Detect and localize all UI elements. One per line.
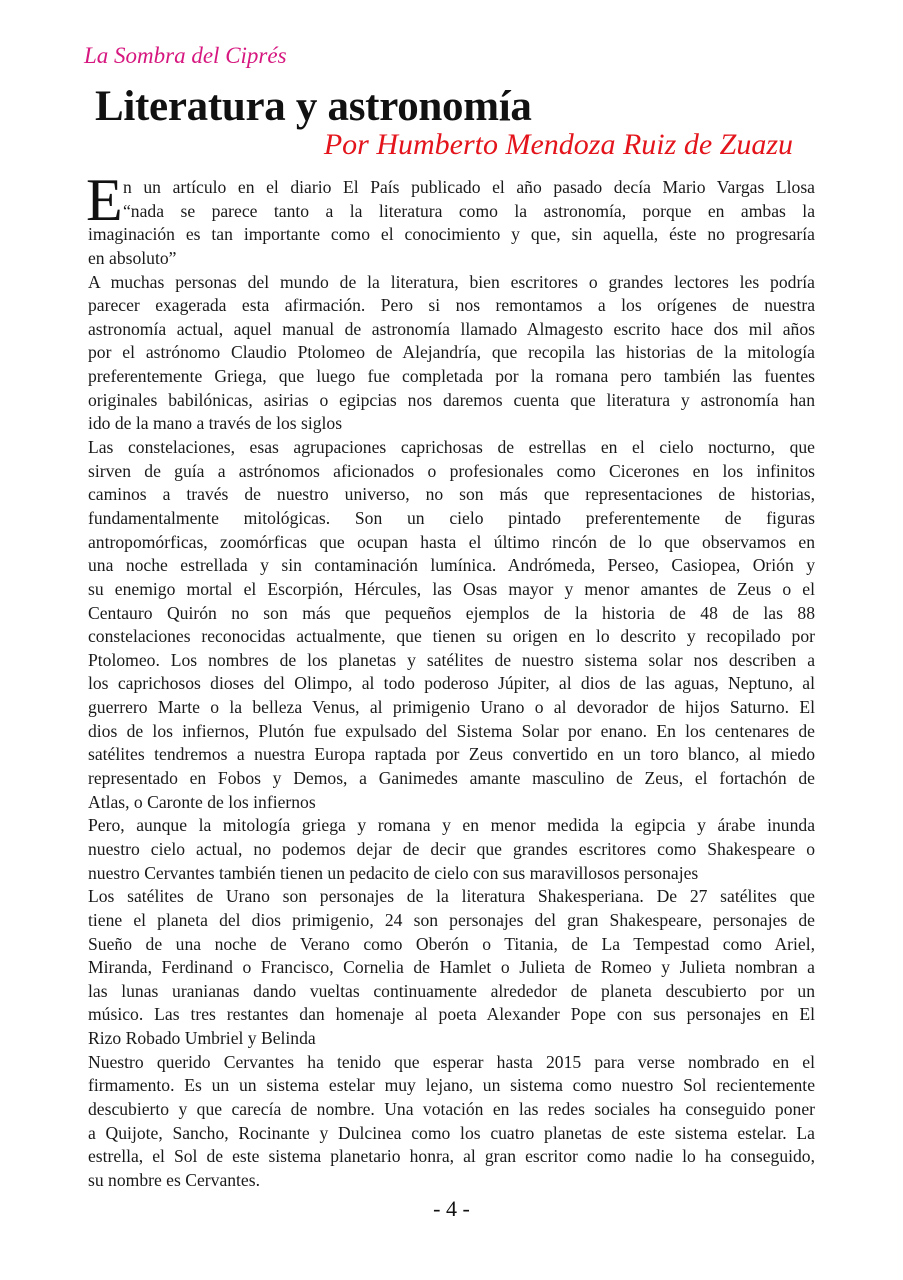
- text-line: una noche estrellada y sin contaminación lumínica. Andrómeda, Perseo, Casiopea, Orión y: [88, 555, 815, 576]
- text-line: descubierto y que carecía de nombre. Una votación en las redes sociales ha conseguido poner: [88, 1098, 815, 1119]
- text-line: antropomórficas, zoomórficas que ocupan hasta el último rincón de lo que observamos en: [88, 531, 815, 552]
- text-line: representado en Fobos y Demos, a Ganimedes amante masculino de Zeus, el fortachón de: [88, 768, 815, 789]
- text-line: sirven de guía a astrónomos aficionados o profesionales como Cicerones en los infinitos: [88, 460, 815, 481]
- text-line: a Quijote, Sancho, Rocinante y Dulcinea como los cuatro planetas de este sistema estelar. La: [88, 1122, 815, 1143]
- article-title: Literatura y astronomía: [95, 83, 532, 130]
- page-number: - 4 -: [433, 1196, 470, 1221]
- publication-name: La Sombra del Ciprés: [84, 43, 287, 68]
- text-line: preferentemente Griega, que luego fue completada por la romana pero también las fuentes: [88, 366, 815, 387]
- paragraph: [88, 436, 815, 814]
- text-line: músico. Las tres restantes dan homenaje al poeta Alexander Pope con sus personajes en El: [88, 1004, 815, 1025]
- text-line: Miranda, Ferdinand o Francisco, Cornelia de Hamlet o Julieta de Romeo y Julieta nombran a: [88, 957, 815, 978]
- text-line: parecer exagerada esta afirmación. Pero si nos remontamos a los orígenes de nuestra: [88, 295, 815, 316]
- text-line: guerrero Marte o la belleza Venus, al primigenio Urano o al devorador de hijos Saturno. El: [88, 697, 815, 718]
- text-line: Nuestro querido Cervantes ha tenido que esperar hasta 2015 para verse nombrado en el: [88, 1051, 815, 1072]
- text-line: nuestro Cervantes también tienen un pedacito de cielo con sus maravillosos personajes: [88, 862, 699, 883]
- text-line: ido de la mano a través de los siglos: [88, 413, 343, 434]
- text-line: caminos a través de nuestro universo, no son más que representaciones de historias,: [88, 484, 815, 505]
- text-line: n un artículo en el diario El País publicado el año pasado decía Mario Vargas Llosa: [123, 177, 815, 197]
- text-line: su nombre es Cervantes.: [88, 1169, 260, 1190]
- paragraph: [88, 814, 815, 885]
- text-line: “nada se parece tanto a la literatura como la astronomía, porque en ambas la: [123, 200, 815, 221]
- text-line: en absoluto”: [88, 247, 177, 268]
- text-line: nuestro cielo actual, no podemos dejar de decir que grandes escritores como Shakespeare o: [88, 838, 815, 859]
- drop-cap: E: [86, 167, 123, 233]
- text-line: Sueño de una noche de Verano como Oberón o Titania, de La Tempestad como Ariel,: [88, 933, 815, 954]
- text-line: los caprichosos dioses del Olimpo, al todo poderoso Júpiter, al dios de las aguas, Neptuno, al: [88, 673, 815, 694]
- paragraph: [88, 885, 815, 1050]
- text-line: astronomía actual, aquel manual de astronomía llamado Almagesto escrito hace dos mil años: [88, 318, 815, 339]
- text-line: Rizo Robado Umbriel y Belinda: [88, 1028, 316, 1049]
- text-line: Los satélites de Urano son personajes de la literatura Shakesperiana. De 27 satélites que: [88, 886, 815, 907]
- paragraph: [88, 271, 815, 436]
- text-line: firmamento. Es un un sistema estelar muy lejano, un sistema como nuestro Sol recientemente: [88, 1075, 815, 1096]
- text-line: fundamentalmente mitológicas. Son un cielo pintado preferentemente de figuras: [88, 507, 815, 528]
- paragraph: [88, 1051, 815, 1193]
- text-line: Las constelaciones, esas agrupaciones caprichosas de estrellas en el cielo nocturno, que: [88, 437, 815, 458]
- text-line: satélites tendremos a nuestra Europa raptada por Zeus convertido en un toro blanco, al miedo: [88, 744, 815, 765]
- text-line: por el astrónomo Claudio Ptolomeo de Alejandría, que recopila las historias de la mitología: [88, 342, 815, 363]
- text-line: imaginación es tan importante como el conocimiento y que, sin aquella, éste no progresaría: [88, 224, 815, 245]
- text-line: constelaciones reconocidas actualmente, que tienen su origen en lo descrito y recopilado por: [88, 626, 815, 647]
- text-line: A muchas personas del mundo de la literatura, bien escritores o grandes lectores les podría: [88, 271, 815, 292]
- text-line: las lunas uranianas dando vueltas continuamente alrededor de planeta descubierto por un: [88, 980, 815, 1001]
- text-line: Ptolomeo. Los nombres de los planetas y satélites de nuestro sistema solar nos describen a: [88, 649, 815, 670]
- text-line: estrella, el Sol de este sistema planetario honra, al gran escritor como nadie lo ha conseguido,: [88, 1146, 815, 1167]
- text-line: Pero, aunque la mitología griega y romana y en menor medida la egipcia y árabe inunda: [88, 815, 815, 836]
- text-line: Centauro Quirón no son más que pequeños ejemplos de la historia de 48 de las 88: [88, 602, 815, 623]
- text-line: originales babilónicas, asirias o egipcias nos daremos cuenta que literatura y astronomía han: [88, 389, 815, 410]
- text-line: su enemigo mortal el Escorpión, Hércules, las Osas mayor y menor amantes de Zeus o el: [88, 578, 815, 599]
- article-byline: Por Humberto Mendoza Ruiz de Zuazu: [323, 128, 793, 161]
- article-body: [88, 176, 815, 1193]
- text-line: Atlas, o Caronte de los infiernos: [88, 791, 316, 812]
- paragraph: [88, 176, 815, 271]
- text-line: tiene el planeta del dios primigenio, 24 son personajes del gran Shakespeare, personajes de: [88, 909, 815, 930]
- text-line: dios de los infiernos, Plutón fue expulsado del Sistema Solar por enano. En los centenares de: [88, 720, 815, 741]
